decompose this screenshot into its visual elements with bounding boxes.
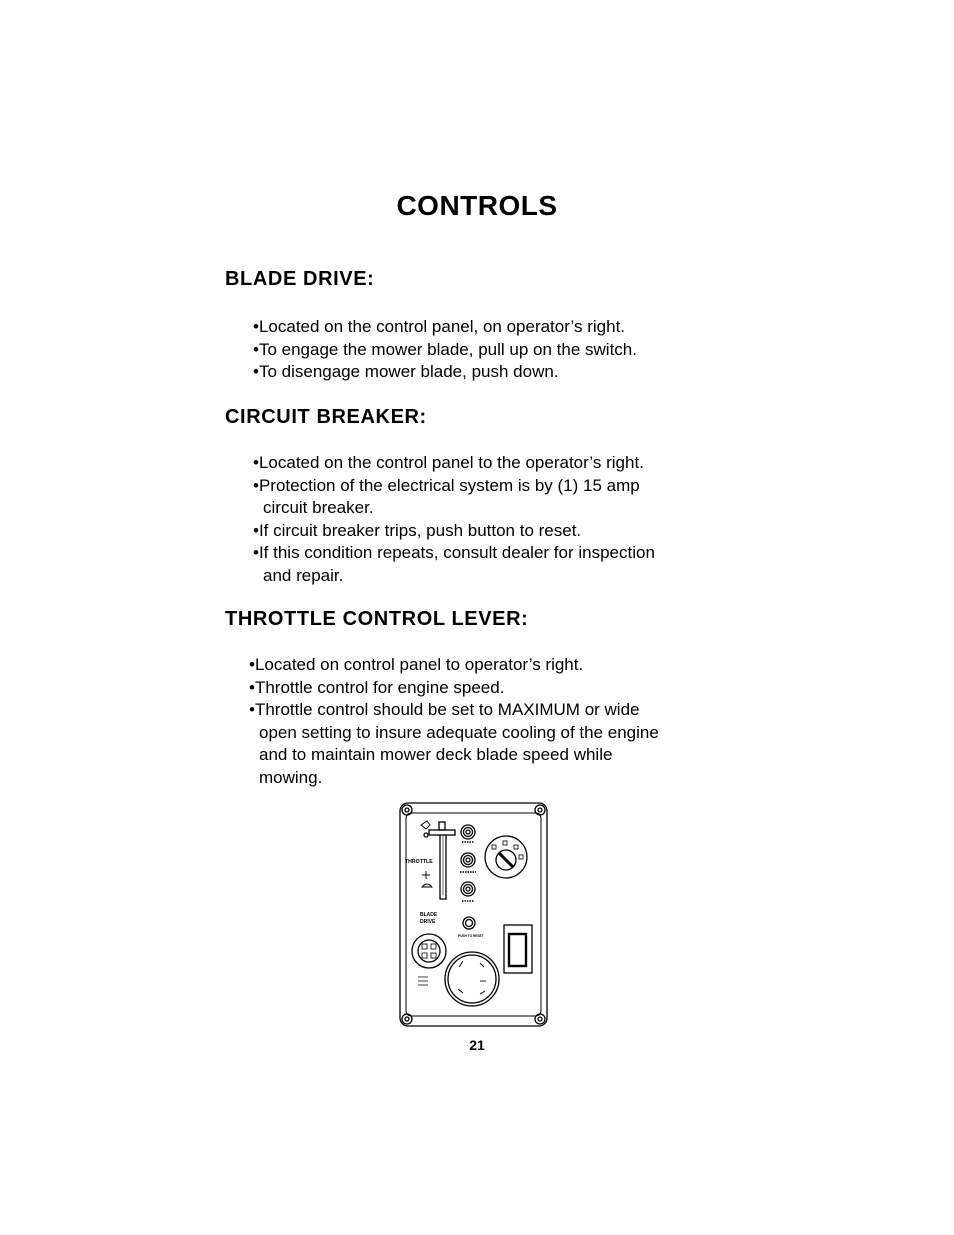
throttle-control-list: [249, 654, 659, 789]
list-item-continuation: mowing.: [259, 767, 323, 787]
indicator-light-icon: [461, 882, 475, 896]
list-item: •Located on control panel to operator’s right.: [249, 655, 584, 674]
list-item: •To engage the mower blade, pull up on the switch.: [253, 339, 637, 359]
screw-icon: [402, 805, 412, 815]
ignition-switch-icon: [485, 836, 527, 878]
list-item-continuation: circuit breaker.: [263, 498, 374, 517]
throttle-label: THROTTLE: [405, 859, 433, 865]
throttle-lever-icon: [429, 822, 455, 899]
throttle-control-heading: THROTTLE CONTROL LEVER:: [225, 608, 529, 630]
list-item-continuation: and repair.: [263, 565, 344, 585]
list-item-continuation: and to maintain mower deck blade speed while: [259, 745, 613, 764]
blade-drive-switch-icon: [412, 934, 446, 968]
turtle-icon: [422, 884, 432, 887]
list-item: •Throttle control for engine speed.: [249, 677, 505, 697]
page-number: 21: [469, 1037, 485, 1053]
list-item: •If circuit breaker trips, push button to reset.: [253, 520, 582, 540]
page-title: CONTROLS: [396, 190, 558, 221]
blade-drive-heading: BLADE DRIVE:: [225, 268, 375, 290]
circuit-breaker-list: [253, 452, 655, 587]
hour-meter-gauge-icon: [445, 952, 499, 1006]
indicator-light-icon: [461, 825, 475, 839]
list-item: •Throttle control should be set to MAXIMUM or wide: [249, 700, 640, 719]
choke-icon: [422, 871, 430, 879]
breaker-label: PUSH TO RESET: [458, 934, 484, 938]
list-item: •To disengage mower blade, push down.: [253, 362, 559, 381]
list-item-continuation: open setting to insure adequate cooling of the engine: [259, 722, 659, 742]
circuit-breaker-button-icon: [463, 917, 475, 929]
blade-drive-label: BLADE: [420, 912, 438, 918]
list-item: •If this condition repeats, consult dealer for inspection: [253, 543, 655, 562]
screw-icon: [402, 1014, 412, 1024]
control-panel-illustration: [396, 799, 551, 1030]
indicator-light-icon: [461, 853, 475, 867]
circuit-breaker-heading: CIRCUIT BREAKER:: [225, 406, 427, 428]
rocker-switch-icon: [504, 925, 532, 973]
list-item: •Located on the control panel, on operator’s right.: [253, 317, 626, 336]
screw-icon: [535, 1014, 545, 1024]
screw-icon: [535, 805, 545, 815]
blade-drive-list: [253, 316, 637, 384]
list-item: •Protection of the electrical system is by (1) 15 amp: [253, 475, 640, 495]
list-item: •Located on the control panel to the operator’s right.: [253, 453, 644, 472]
blade-drive-label: DRIVE: [420, 919, 436, 925]
